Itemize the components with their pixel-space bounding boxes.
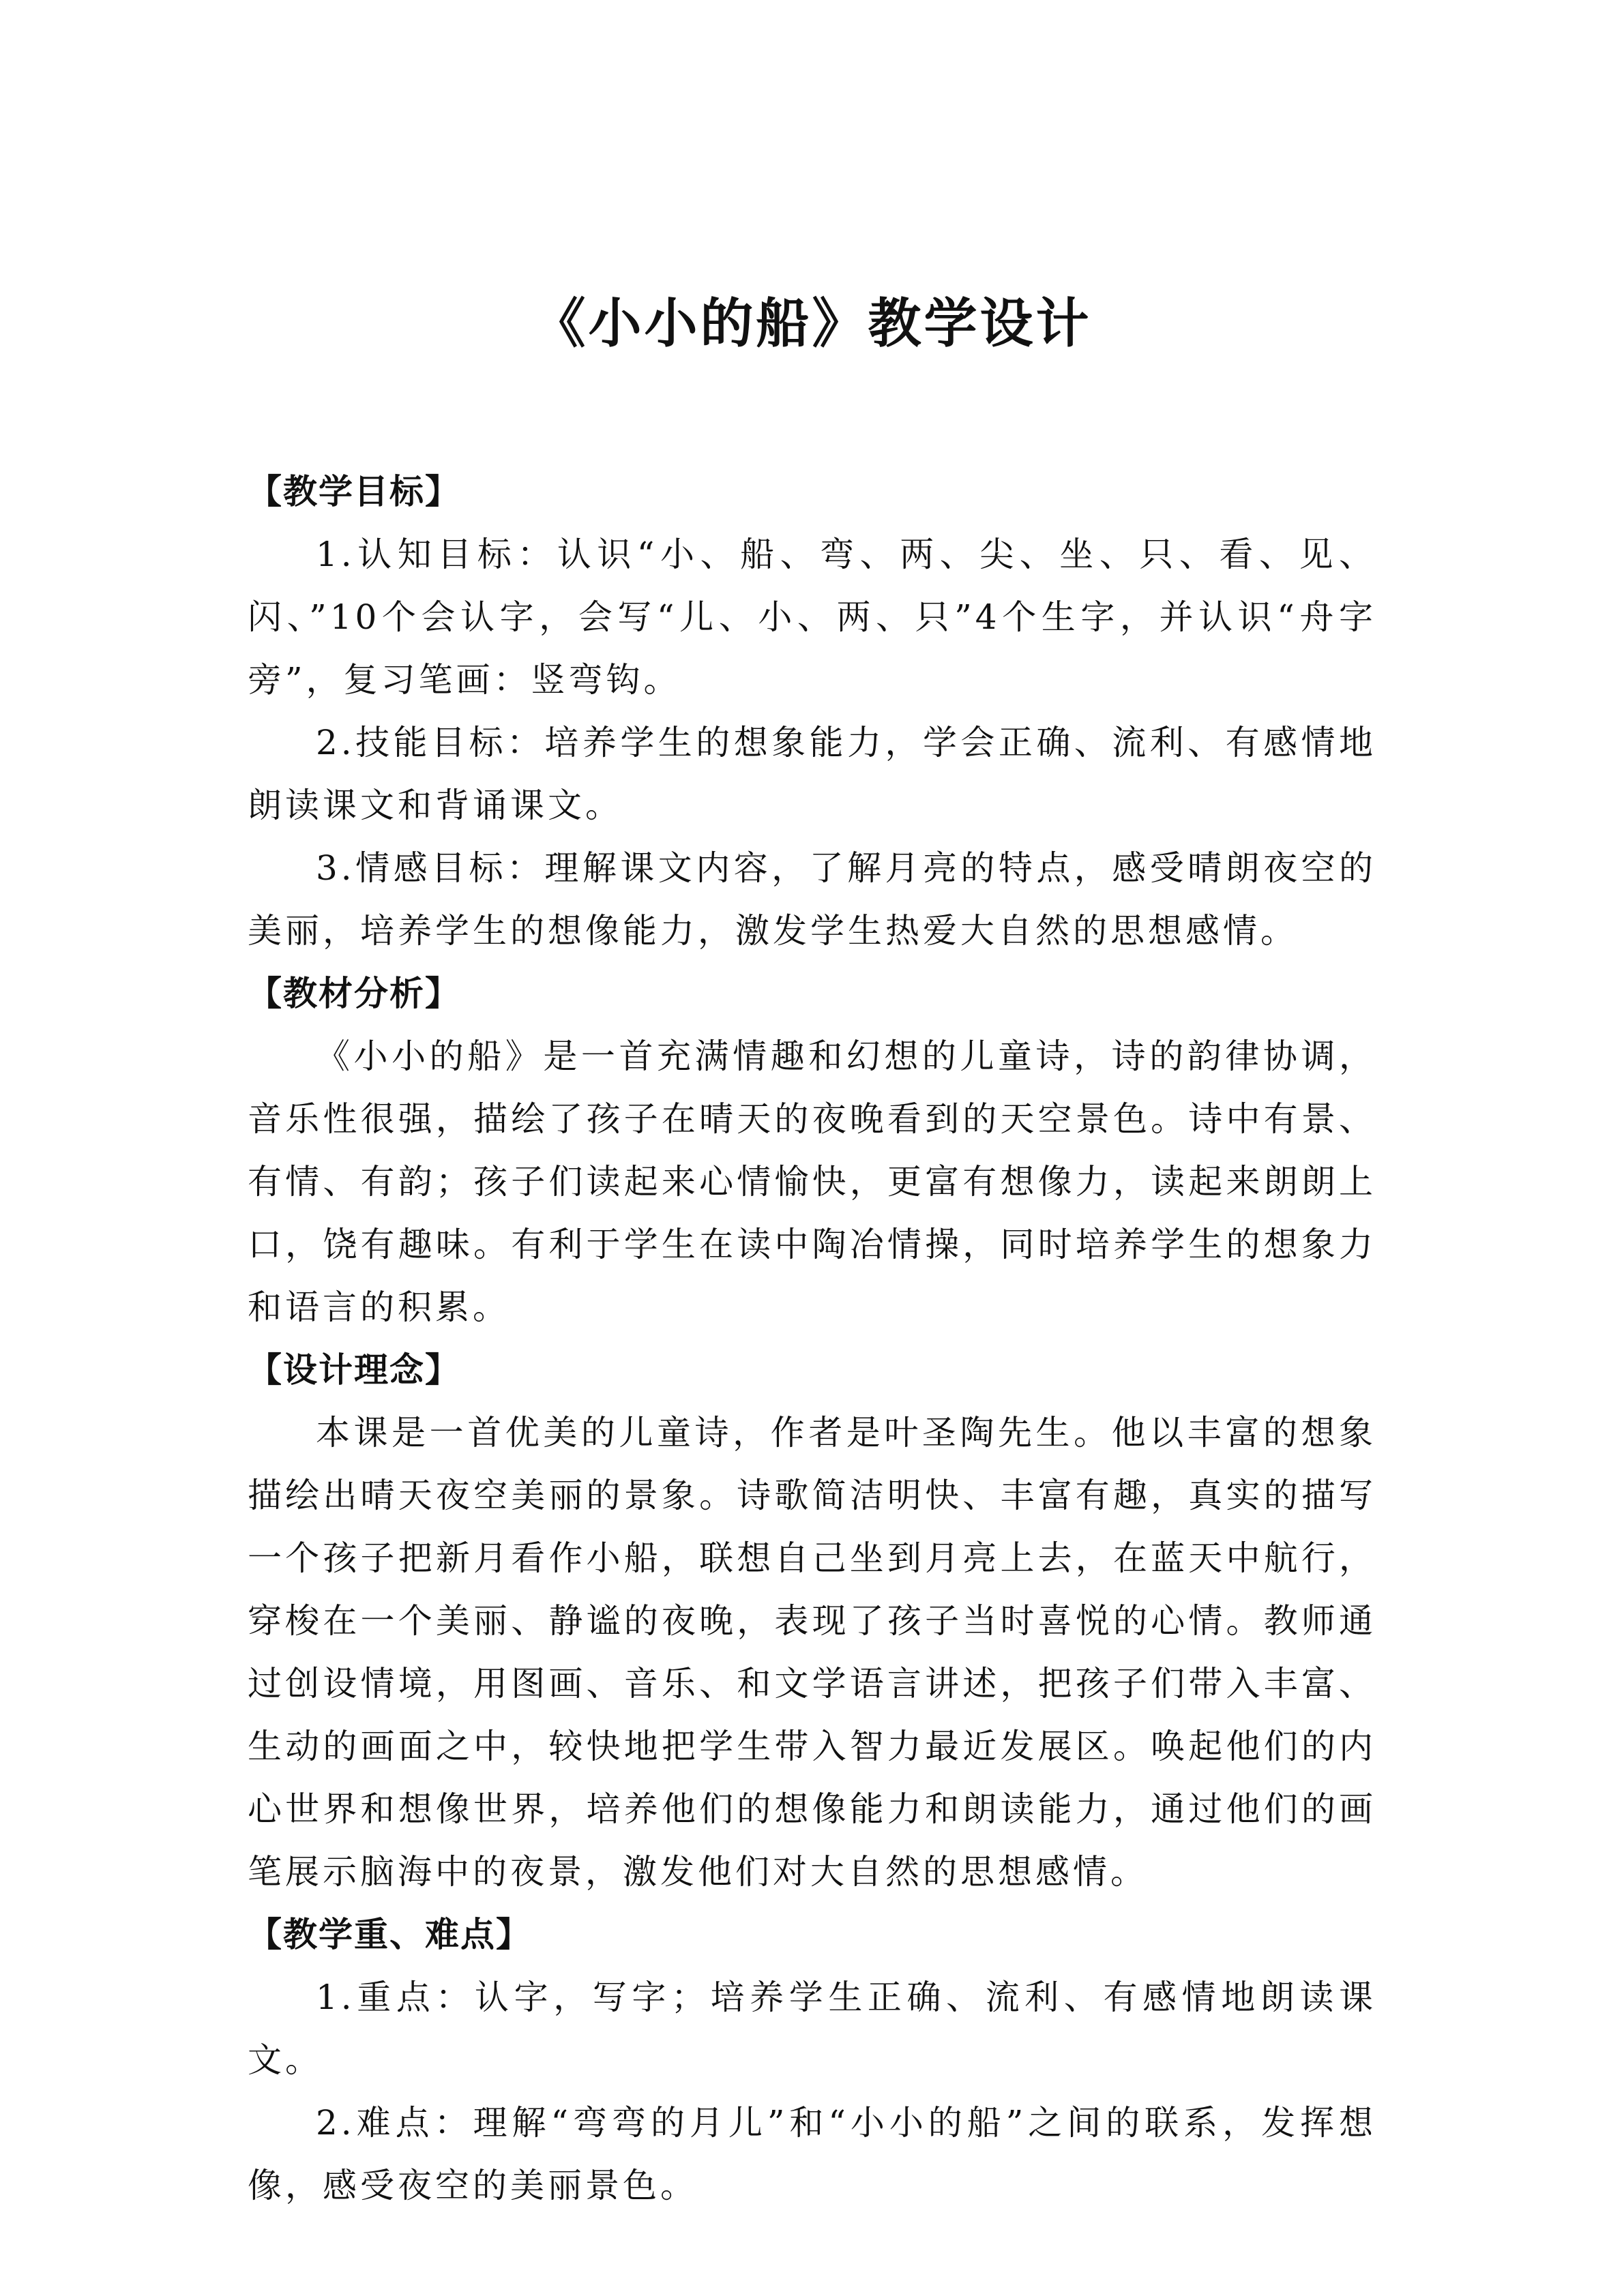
section-heading: 【设计理念】	[248, 1350, 460, 1390]
section-heading: 【教材分析】	[248, 974, 460, 1013]
document-title: 《小小的船》教学设计	[532, 293, 1092, 355]
document-body	[248, 460, 1376, 2217]
section-material-analysis	[248, 962, 1376, 1339]
section-teaching-goals	[248, 460, 1376, 962]
section-heading: 【教学重、难点】	[248, 1915, 531, 1954]
section-heading: 【教学目标】	[248, 472, 460, 511]
paragraph: 本课是一首优美的儿童诗，作者是叶圣陶先生。他以丰富的想象描绘出晴天夜空美丽的景象。诗歌简洁明快、丰富有趣，真实的描写一个孩子把新月看作小船，联想自己坐到月亮上去，在蓝天中航行，穿梭在一个美丽、静谧的夜晚，表现了孩子当时喜悦的心情。教师通过创设情境，用图画、音乐、和文学语言讲述，把孩子们带入丰富、生动的画面之中，较快地把学生带入智力最近发展区。唤起他们的内心世界和想像世界，培养他们的想像能力和朗读能力，通过他们的画笔展示脑海中的夜景，激发他们对大自然的思想感情。	[248, 1413, 1376, 1892]
paragraph: 2.技能目标：培养学生的想象能力，学会正确、流利、有感情地朗读课文和背诵课文。	[248, 723, 1376, 825]
section-design-concept	[248, 1339, 1376, 1903]
paragraph: 1.重点：认字，写字；培养学生正确、流利、有感情地朗读课文。	[248, 1978, 1376, 2080]
paragraph: 2.难点：理解“弯弯的月儿”和“小小的船”之间的联系，发挥想像，感受夜空的美丽景色。	[248, 2103, 1376, 2205]
paragraph: 《小小的船》是一首充满情趣和幻想的儿童诗，诗的韵律协调，音乐性很强，描绘了孩子在晴天的夜晚看到的天空景色。诗中有景、有情、有韵；孩子们读起来心情愉快，更富有想像力，读起来朗朗上口，饶有趣味。有利于学生在读中陶冶情操，同时培养学生的想象力和语言的积累。	[248, 1037, 1376, 1327]
paragraph: 1.认知目标：认识“小、船、弯、两、尖、坐、只、看、见、闪、”10个会认字，会写“儿、小、两、只”4个生字，并认识“舟字旁”，复习笔画：竖弯钩。	[248, 535, 1376, 700]
paragraph: 3.情感目标：理解课文内容，了解月亮的特点，感受晴朗夜空的美丽，培养学生的想像能力，激发学生热爱大自然的思想感情。	[248, 848, 1376, 951]
section-key-points	[248, 1903, 1376, 2217]
